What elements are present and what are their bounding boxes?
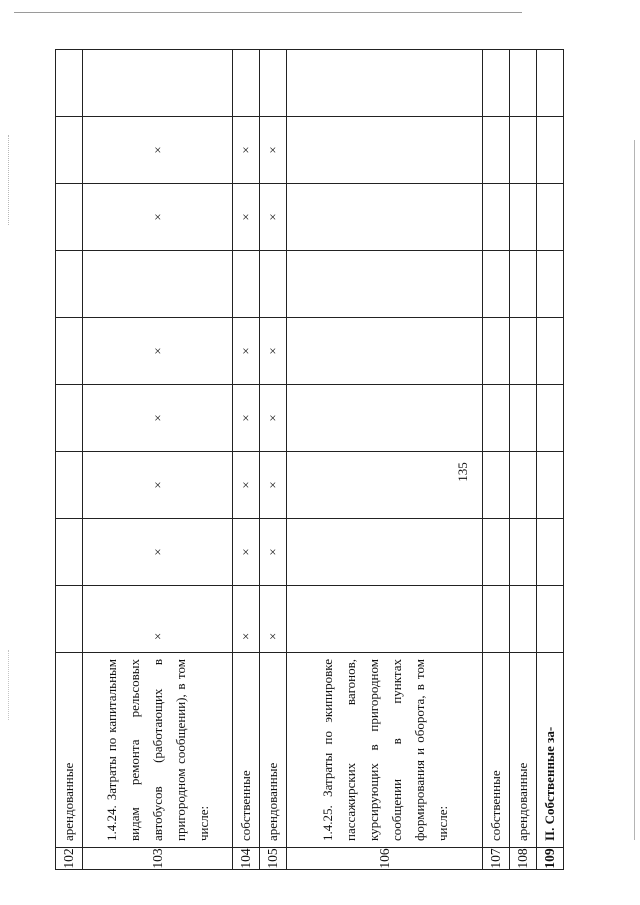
value-cell [83, 117, 233, 184]
value-cell [537, 586, 564, 653]
cross-mark: × [150, 146, 165, 154]
cross-mark: × [150, 632, 165, 640]
value-cell [537, 385, 564, 452]
value-cell [287, 50, 483, 117]
page-number: 135 [455, 462, 470, 482]
row-name: арендованные [510, 653, 537, 848]
table-row [483, 50, 510, 870]
value-cell [260, 184, 287, 251]
value-cell [287, 318, 483, 385]
cross-mark: × [150, 347, 165, 355]
value-cell [287, 586, 483, 653]
table-row [287, 50, 483, 870]
value-cell [83, 385, 233, 452]
value-cell [56, 251, 83, 318]
row-number: 102 [56, 848, 83, 870]
value-cell [510, 385, 537, 452]
row-number: 107 [483, 848, 510, 870]
table-row [233, 50, 260, 870]
cross-mark: × [238, 146, 253, 154]
row-number: 103 [83, 848, 233, 870]
rotated-table-container [55, 60, 557, 870]
value-cell [510, 519, 537, 586]
scan-edge-top [14, 12, 522, 13]
row-name: 1.4.25. Затраты по экипировке пассажирских вагонов, курсирующих в пригородном сообщении в пунктах формирования и оборота, в том числе: [287, 653, 483, 848]
value-cell [260, 519, 287, 586]
value-cell [537, 50, 564, 117]
cross-mark: × [238, 548, 253, 556]
value-cell [260, 251, 287, 318]
row-name: II. Собственные за- [537, 653, 564, 848]
value-cell [483, 385, 510, 452]
row-name: арендованные [260, 653, 287, 848]
table-row [260, 50, 287, 870]
value-cell [483, 251, 510, 318]
value-cell [260, 117, 287, 184]
value-cell [287, 184, 483, 251]
row-name: арендованные [56, 653, 83, 848]
value-cell [260, 385, 287, 452]
value-cell [537, 117, 564, 184]
cross-mark: × [265, 548, 280, 556]
scan-edge-right [634, 140, 635, 840]
value-cell [510, 50, 537, 117]
value-cell [83, 452, 233, 519]
table-row [510, 50, 537, 870]
cross-mark: × [265, 146, 280, 154]
value-cell [56, 385, 83, 452]
scan-mark [8, 650, 10, 720]
value-cell [510, 318, 537, 385]
row-name: 1.4.24. Затраты по капитальным видам ремонта рельсовых автобусов (работающих в пригородном сообщении), в том числе: [83, 653, 233, 848]
value-cell [56, 586, 83, 653]
row-number: 108 [510, 848, 537, 870]
value-cell [483, 452, 510, 519]
value-cell [233, 318, 260, 385]
value-cell [56, 318, 83, 385]
cross-mark: × [238, 213, 253, 221]
value-cell [260, 586, 287, 653]
cross-mark: × [150, 481, 165, 489]
value-cell [287, 117, 483, 184]
value-cell [83, 251, 233, 318]
value-cell [233, 586, 260, 653]
cost-table [55, 49, 564, 870]
value-cell [83, 318, 233, 385]
value-cell [287, 251, 483, 318]
value-cell [260, 452, 287, 519]
table-row [537, 50, 564, 870]
value-cell [233, 50, 260, 117]
value-cell [483, 318, 510, 385]
value-cell [83, 50, 233, 117]
value-cell [287, 385, 483, 452]
row-number: 105 [260, 848, 287, 870]
cross-mark: × [238, 632, 253, 640]
value-cell [287, 452, 483, 519]
value-cell [510, 251, 537, 318]
cross-mark: × [265, 213, 280, 221]
value-cell [537, 318, 564, 385]
value-cell [56, 519, 83, 586]
cross-mark: × [265, 632, 280, 640]
value-cell [233, 519, 260, 586]
cross-mark: × [238, 414, 253, 422]
cross-mark: × [265, 481, 280, 489]
value-cell [483, 586, 510, 653]
value-cell [537, 519, 564, 586]
cross-mark: × [265, 347, 280, 355]
value-cell [510, 586, 537, 653]
row-name: собственные [233, 653, 260, 848]
scan-mark [8, 135, 10, 225]
value-cell [483, 50, 510, 117]
row-number: 109 [537, 848, 564, 870]
value-cell [83, 586, 233, 653]
value-cell [233, 117, 260, 184]
value-cell [260, 318, 287, 385]
value-cell [56, 184, 83, 251]
value-cell [483, 117, 510, 184]
table-row [56, 50, 83, 870]
value-cell [537, 452, 564, 519]
row-number: 104 [233, 848, 260, 870]
row-name: собственные [483, 653, 510, 848]
table-row [83, 50, 233, 870]
value-cell [233, 452, 260, 519]
cross-mark: × [150, 548, 165, 556]
cross-mark: × [265, 414, 280, 422]
value-cell [483, 184, 510, 251]
value-cell [83, 519, 233, 586]
value-cell [83, 184, 233, 251]
cross-mark: × [150, 213, 165, 221]
value-cell [260, 50, 287, 117]
value-cell [483, 519, 510, 586]
cross-mark: × [238, 481, 253, 489]
value-cell [510, 117, 537, 184]
value-cell [233, 251, 260, 318]
cross-mark: × [150, 414, 165, 422]
value-cell [233, 385, 260, 452]
value-cell [510, 452, 537, 519]
value-cell [56, 117, 83, 184]
value-cell [56, 452, 83, 519]
value-cell [287, 519, 483, 586]
value-cell [233, 184, 260, 251]
row-number: 106 [287, 848, 483, 870]
value-cell [537, 251, 564, 318]
value-cell [56, 50, 83, 117]
value-cell [510, 184, 537, 251]
cross-mark: × [238, 347, 253, 355]
value-cell [537, 184, 564, 251]
